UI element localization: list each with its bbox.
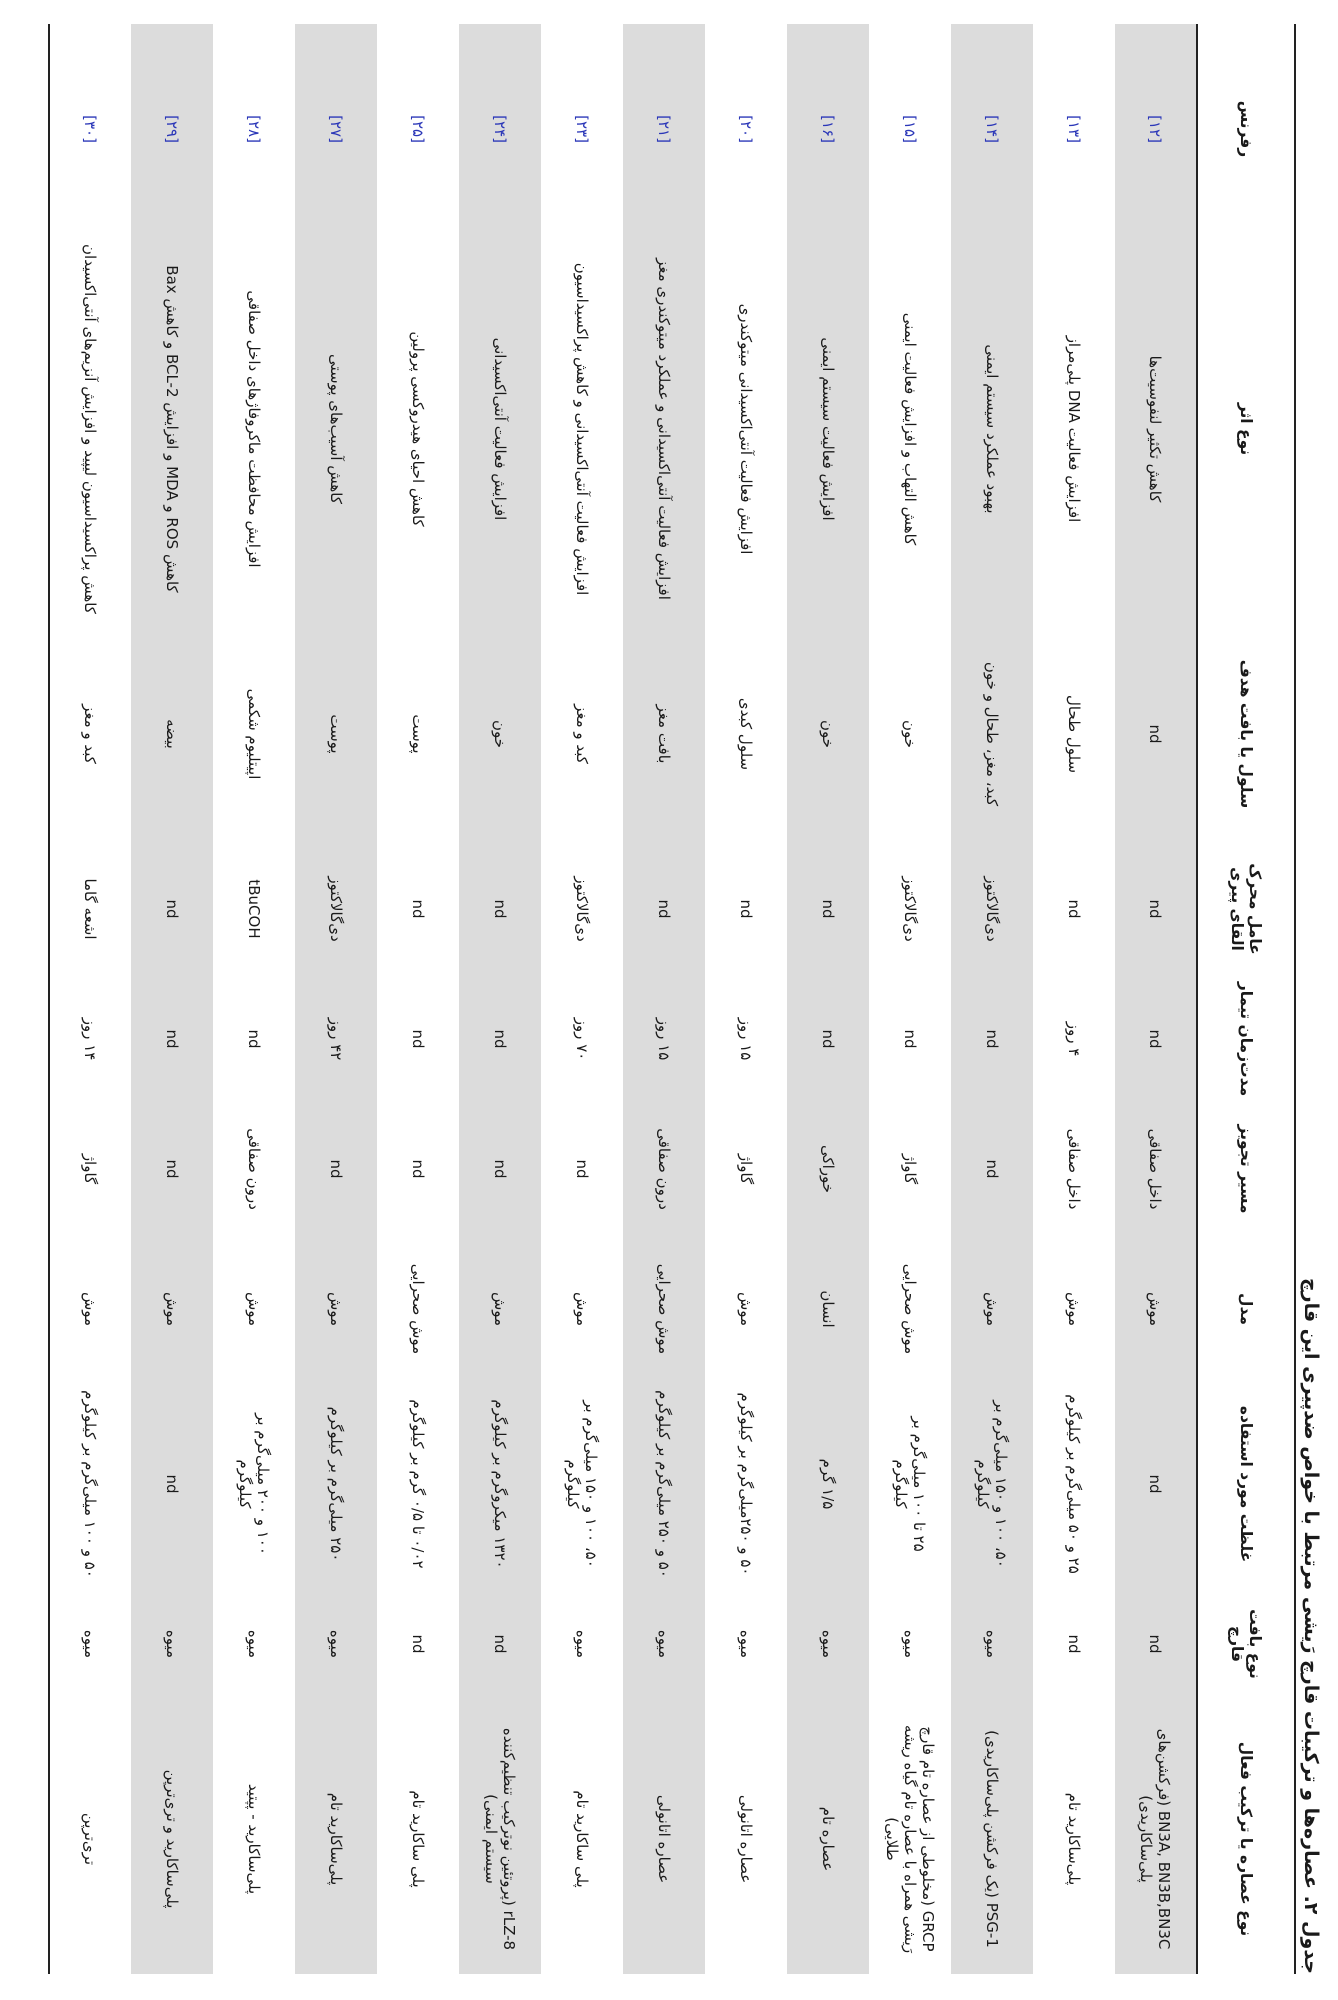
cell-inducer: اشعه گاما (49, 844, 131, 974)
cell-compound: پلی‌ساکارید تام (327, 1792, 345, 1886)
cell-inducer: nd (819, 899, 837, 919)
cell-effect: کاهش پراکسیداسیون لیپید و افزایش آنزیم‌های آنتی‌اکسیدان (49, 234, 131, 624)
cell-effect: افزایش فعالیت DNA پلی‌مراز (1065, 335, 1083, 523)
header-effect: نوع اثر (1197, 234, 1295, 624)
header-model: مدل (1197, 1234, 1295, 1384)
cell-reference[interactable]: [۲۸] (245, 115, 263, 143)
cell-reference[interactable]: [۲۱] (655, 115, 673, 143)
cell-tissue: میوه (573, 1629, 591, 1659)
cell-reference[interactable]: [۱۲] (1146, 115, 1165, 143)
cell-reference[interactable]: [۱۳] (1065, 115, 1083, 143)
cell-model: موش (983, 1291, 1001, 1327)
cell-concentration: ۲۵۰ میلی‌گرم بر کیلوگرم (327, 1406, 345, 1562)
table-row (1115, 24, 1197, 1974)
cell-compound: عصاره اتانولی (737, 1794, 755, 1884)
cell-tissue: میوه (819, 1629, 837, 1659)
cell-inducer: tBuCOH (245, 879, 263, 939)
cell-target: کبد و مغز (573, 704, 591, 764)
cell-inducer: دی‌گالاکتوز (327, 876, 345, 942)
cell-compound: GRCP (مخلوطی از عصاره تام قارچ رَیشی همراه با عصاره تام گیاه ریشه طلایی) (883, 1724, 937, 1954)
cell-target: سلول کبدی (737, 697, 755, 771)
data-table (48, 24, 1296, 1974)
cell-tissue: میوه (245, 1629, 263, 1659)
cell-duration: nd (409, 1029, 427, 1049)
table-row (623, 24, 705, 1974)
table-row (541, 24, 623, 1974)
cell-duration: ۱۵ روز (655, 1017, 673, 1061)
cell-concentration: ۰/۰۲ تا ۰/۵ گرم بر کیلوگرم (409, 1399, 427, 1569)
cell-compound: rLZ-8 (پروتئین نوترکیب تنظیم‌کننده سیستم ایمنی) (482, 1727, 518, 1951)
cell-duration: nd (163, 1029, 181, 1049)
cell-route: nd (327, 1159, 345, 1179)
cell-reference[interactable]: [۲۹] (163, 115, 181, 143)
cell-inducer: nd (409, 899, 427, 919)
cell-effect: کاهش التهاب و افزایش فعالیت ایمنی (901, 312, 919, 546)
cell-effect: افزایش فعالیت آنتی‌اکسیدانی و عملکرد میتوکندری مغز (655, 258, 673, 600)
cell-route: درون صفاقی (245, 1128, 263, 1210)
cell-concentration: nd (163, 1474, 181, 1494)
cell-target: بیضه (163, 719, 181, 749)
header-route: مسیر تجویز (1197, 1104, 1295, 1234)
cell-target: خون (491, 719, 509, 749)
cell-effect: افزایش فعالیت آنتی‌اکسیدانی میتوکندری (737, 303, 755, 555)
cell-model: موش (1146, 1291, 1165, 1327)
cell-route: داخل صفاقی (1146, 1128, 1165, 1210)
cell-inducer: nd (737, 899, 755, 919)
cell-compound: پلی‌ساکارید و تری‌ترپن (163, 1769, 181, 1909)
cell-inducer: nd (1146, 899, 1165, 919)
header-duration: مدت‌زمان تیمار (1197, 974, 1295, 1104)
cell-duration: ۱۴ روز (49, 974, 131, 1104)
cell-duration: nd (901, 1029, 919, 1049)
cell-reference[interactable]: [۱۶] (819, 115, 837, 143)
cell-inducer: nd (1065, 899, 1083, 919)
cell-model: موش (573, 1291, 591, 1327)
cell-effect: افزایش فعالیت آنتی‌اکسیدانی (491, 337, 509, 521)
cell-inducer: nd (655, 899, 673, 919)
table-row (295, 24, 377, 1974)
cell-effect: کاهش آسیب‌های پوستی (327, 353, 345, 504)
cell-duration: ۴ روز (1065, 1021, 1083, 1057)
cell-route: nd (983, 1159, 1001, 1179)
cell-route: خوراکی (819, 1144, 837, 1194)
cell-effect: کاهش ROS و MDA و افزایش BCL-2 و کاهش Bax (163, 265, 181, 593)
cell-inducer: دی‌گالاکتوز (573, 876, 591, 942)
cell-reference[interactable]: [۲۳] (573, 115, 591, 143)
cell-tissue: nd (409, 1634, 427, 1654)
table-row (49, 24, 131, 1974)
cell-model: موش (163, 1291, 181, 1327)
cell-route: nd (409, 1159, 427, 1179)
cell-duration: nd (491, 1029, 509, 1049)
header-concentration: غلظت مورد استفاده (1197, 1384, 1295, 1584)
cell-duration: nd (819, 1029, 837, 1049)
header-reference: رفرنس (1197, 24, 1295, 234)
table-body (49, 24, 1197, 1974)
table-header-row (1197, 24, 1295, 1974)
cell-inducer: دی‌گالاکتوز (901, 876, 919, 942)
cell-duration: ۴۲ روز (327, 1017, 345, 1061)
cell-effect: افزایش فعالیت سیستم ایمنی (819, 337, 837, 521)
cell-route: nd (491, 1159, 509, 1179)
cell-inducer: nd (163, 899, 181, 919)
cell-concentration: ۵۰ و ۲۵۰میلی‌گرم بر کیلوگرم (737, 1392, 755, 1576)
cell-model: موش (737, 1291, 755, 1327)
cell-concentration: ۱۰۰ و ۲۰۰ میلی‌گرم بر کیلوگرم (236, 1413, 272, 1555)
header-target: سلول یا بافت هدف (1197, 624, 1295, 844)
cell-reference[interactable]: [۲۷] (327, 115, 345, 143)
table-row (131, 24, 213, 1974)
cell-effect: افزایش فعالیت آنتی‌اکسیدانی و کاهش پراکسیداسیون (573, 262, 591, 596)
cell-target: خون (901, 719, 919, 749)
cell-tissue: nd (1146, 1634, 1165, 1654)
cell-duration: nd (1146, 1029, 1165, 1049)
cell-concentration: ۲۵ و ۵۰ میلی‌گرم بر کیلوگرم (1065, 1394, 1083, 1574)
cell-duration: nd (245, 1029, 263, 1049)
cell-target: کبد و مغز (49, 624, 131, 844)
cell-inducer: دی‌گالاکتوز (983, 876, 1001, 942)
cell-effect: کاهش احیای هیدروکسی پرولین (409, 331, 427, 527)
header-inducer: عامل محرک القای پیری (1197, 844, 1295, 974)
header-tissue: نوع بافت قارچ (1197, 1584, 1295, 1704)
cell-reference[interactable]: [۲۴] (491, 115, 509, 143)
cell-compound: عصاره تام (819, 1806, 837, 1872)
cell-route: nd (163, 1159, 181, 1179)
table-row (951, 24, 1033, 1974)
table-caption: جدول ۲. عصاره‌ها و ترکیبات قارچ رَیشی مرتبط با خواص ضدپیری این قارچ (1300, 1277, 1322, 1974)
cell-reference[interactable]: [۳۰] (49, 24, 131, 234)
cell-reference[interactable]: [۱۵] (901, 115, 919, 143)
cell-tissue: میوه (327, 1629, 345, 1659)
cell-duration: ۱۵ روز (737, 1017, 755, 1061)
cell-tissue: میوه (983, 1629, 1001, 1659)
cell-compound: BN3A, BN3B,BN3C (فرکشن‌های پلی‌ساکاریدی) (1137, 1728, 1174, 1950)
cell-concentration: ۱/۵ گرم (819, 1458, 837, 1510)
cell-effect: کاهش تکثیر لنفوسیت‌ها (1146, 355, 1165, 503)
cell-tissue: میوه (737, 1629, 755, 1659)
cell-route: داخل صفاقی (1065, 1128, 1083, 1210)
table-row (1033, 24, 1115, 1974)
cell-reference[interactable]: [۲۵] (409, 115, 427, 143)
cell-concentration: ۵۰ و ۱۰۰ میلی‌گرم بر کیلوگرم (49, 1384, 131, 1584)
cell-compound: PSG-1 (یک فرکشن پلی‌ساکاریدی) (983, 1730, 1001, 1948)
cell-inducer: nd (491, 899, 509, 919)
cell-compound: پلی‌ساکارید - پپتید (245, 1783, 263, 1895)
cell-model: موش صحرایی (655, 1263, 673, 1355)
cell-target: nd (1146, 724, 1165, 744)
cell-concentration: ۲۵ تا ۱۰۰ میلی‌گرم بر کیلوگرم (892, 1416, 928, 1552)
cell-concentration: nd (1146, 1474, 1165, 1494)
cell-reference[interactable]: [۲۰] (737, 115, 755, 143)
cell-tissue: میوه (901, 1629, 919, 1659)
cell-model: موش صحرایی (409, 1263, 427, 1355)
table-row (377, 24, 459, 1974)
cell-route: درون صفاقی (655, 1128, 673, 1210)
cell-effect: افزایش محافظت ماکروفاژهای داخل صفاقی (245, 290, 263, 568)
table-row (459, 24, 541, 1974)
cell-target: سلول طحال (1065, 694, 1083, 774)
cell-model: موش (327, 1291, 345, 1327)
cell-model: موش صحرایی (901, 1263, 919, 1355)
table-row (787, 24, 869, 1974)
cell-duration: ۷۰ روز (573, 1017, 591, 1061)
cell-compound: پلی‌ساکارید تام (1065, 1792, 1083, 1886)
table-row (705, 24, 787, 1974)
cell-concentration: ۵۰ و ۲۵۰ میلی‌گرم بر کیلوگرم (655, 1390, 673, 1578)
table-row (213, 24, 295, 1974)
cell-concentration: ۱۳۲۰ میکروگرم بر کیلوگرم (491, 1399, 509, 1569)
table-row (869, 24, 951, 1974)
cell-tissue: میوه (49, 1584, 131, 1704)
cell-reference[interactable]: [۱۴] (983, 115, 1001, 143)
cell-tissue: nd (491, 1634, 509, 1654)
cell-compound: تری‌ترپن (49, 1704, 131, 1974)
cell-duration: nd (983, 1029, 1001, 1049)
cell-compound: عصاره اتانولی (655, 1794, 673, 1884)
cell-target: پوست (327, 714, 345, 754)
cell-tissue: nd (1065, 1634, 1083, 1654)
cell-model: موش (491, 1291, 509, 1327)
cell-target: خون (819, 719, 837, 749)
cell-target: پوست (409, 714, 427, 754)
header-compound: نوع عصاره یا ترکیب فعال (1197, 1704, 1295, 1974)
cell-route: گاواژ (49, 1104, 131, 1234)
cell-route: گاواژ (901, 1153, 919, 1185)
cell-model: انسان (819, 1290, 837, 1328)
cell-route: nd (573, 1159, 591, 1179)
cell-model: موش (49, 1234, 131, 1384)
cell-concentration: ۵۰، ۱۰۰ و ۱۵۰ میلی‌گرم بر کیلوگرم (564, 1400, 600, 1568)
cell-effect: بهبود عملکرد سیستم ایمنی (983, 344, 1001, 514)
cell-tissue: میوه (655, 1629, 673, 1659)
cell-tissue: میوه (163, 1629, 181, 1659)
cell-target: اپیتلیوم شکمی (245, 688, 263, 780)
cell-compound: پلی ساکارید تام (409, 1790, 427, 1888)
cell-route: گاواژ (737, 1153, 755, 1185)
cell-concentration: ۵۰، ۱۰۰ و ۱۵۰ میلی‌گرم بر کیلوگرم (974, 1400, 1010, 1568)
cell-compound: پلی ساکارید تام (573, 1790, 591, 1888)
cell-target: بافت مغز (655, 704, 673, 764)
cell-model: موش (245, 1291, 263, 1327)
cell-target: کبد، مغز، طحال و خون (983, 661, 1001, 807)
cell-model: موش (1065, 1291, 1083, 1327)
